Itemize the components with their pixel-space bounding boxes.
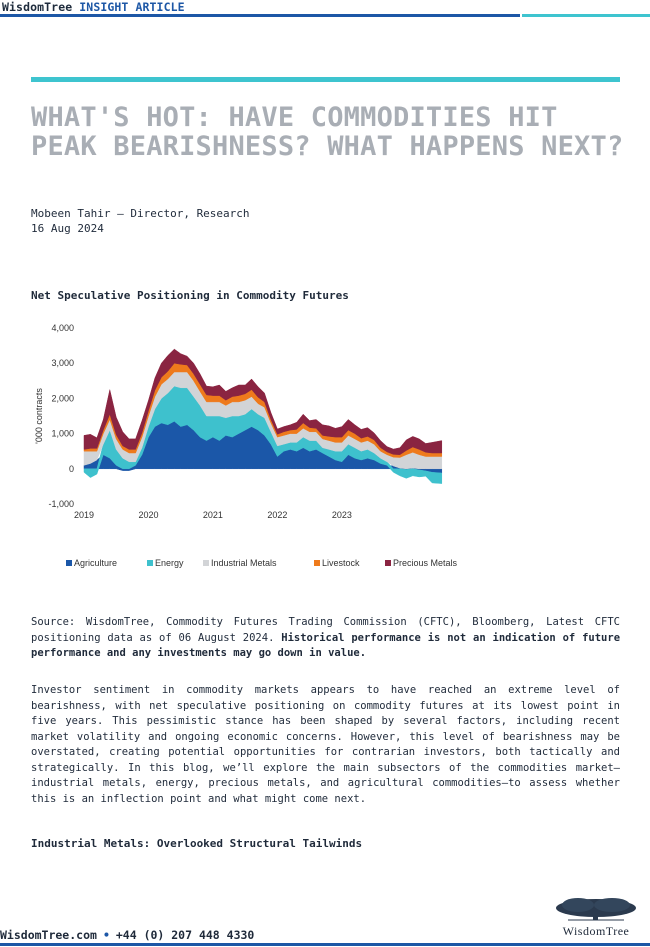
legend-swatch-industrial-metals: [203, 560, 209, 566]
x-tick-label: 2019: [73, 510, 95, 520]
x-tick-label: 2022: [267, 510, 288, 520]
y-tick-label: 0: [68, 463, 74, 474]
y-axis-label: '000 contracts: [34, 388, 44, 444]
legend-label-energy: Energy: [155, 558, 184, 568]
top-bar: [0, 0, 650, 20]
positioning-chart-svg: [30, 312, 470, 582]
footer-rule: [0, 943, 650, 946]
footer-contact: [0, 928, 254, 942]
legend-swatch-precious-metals: [385, 560, 391, 566]
x-tick-label: 2021: [202, 510, 223, 520]
disclaimer-text: Historical performance is not an indication of future performance and any investments may go down in value.: [31, 631, 621, 659]
legend-label-precious-metals: Precious Metals: [393, 558, 458, 568]
publish-date: 16 Aug 2024: [31, 222, 104, 235]
author-line: Mobeen Tahir – Director, Research: [31, 207, 250, 220]
x-tick-label: 2023: [331, 510, 352, 520]
logo-wordmark: WisdomTree: [562, 924, 630, 938]
legend-label-agriculture: Agriculture: [74, 558, 118, 568]
legend-swatch-agriculture: [66, 560, 72, 566]
y-tick-label: -1,000: [48, 499, 74, 509]
article-body: Investor sentiment in commodity markets appears to have reached an extreme level of bearishness, with net speculative positioning on commodity futures at its lowest point in five years. This pessimistic stance has been shaped by several factors, including recent market volatility and ongoing economic concerns. However, this level of bearishness may be overstated, creating potential opportunities for contrarian investors, both tactically and strategically. In this blog, we’ll explore the main subsectors of the commodities market—industrial metals, energy, precious metals, and agricultural commodities—to assess whether this is an inflection point and what might come next.: [31, 684, 620, 805]
chart-heading: Net Speculative Positioning in Commodity Futures: [31, 289, 349, 302]
legend-swatch-energy: [147, 560, 153, 566]
legend-swatch-livestock: [314, 560, 320, 566]
title-rule: [31, 77, 620, 82]
article-title: WHAT'S HOT: HAVE COMMODITIES HIT PEAK BEARISHNESS? WHAT HAPPENS NEXT?: [31, 102, 624, 162]
y-tick-label: 2,000: [51, 393, 74, 404]
legend-label-industrial-metals: Industrial Metals: [211, 558, 277, 568]
source-text: Source: WisdomTree, Commodity Futures Trading Commission (CFTC), Bloomberg, Latest CFTC positioning data as of 06 August 2024.: [31, 616, 620, 644]
y-tick-label: 4,000: [51, 323, 74, 333]
section-subheading: Industrial Metals: Overlooked Structural Tailwinds: [31, 837, 363, 850]
header-brand: WisdomTree INSIGHT ARTICLE: [2, 0, 185, 14]
header-rule-blue: [0, 14, 520, 17]
legend-label-livestock: Livestock: [322, 558, 360, 568]
footer-website[interactable]: WisdomTree.com: [0, 928, 97, 942]
positioning-chart: [30, 312, 470, 582]
header-rule-teal: [522, 14, 650, 17]
x-tick-label: 2020: [138, 510, 159, 520]
footer-phone: +44 (0) 207 448 4330: [115, 928, 255, 942]
footer-separator: •: [102, 928, 110, 942]
source-note: [31, 615, 620, 662]
article-meta: [31, 206, 250, 236]
y-tick-label: 3,000: [51, 358, 74, 369]
y-tick-label: 1,000: [51, 428, 74, 439]
header-tag: INSIGHT ARTICLE: [79, 0, 185, 14]
